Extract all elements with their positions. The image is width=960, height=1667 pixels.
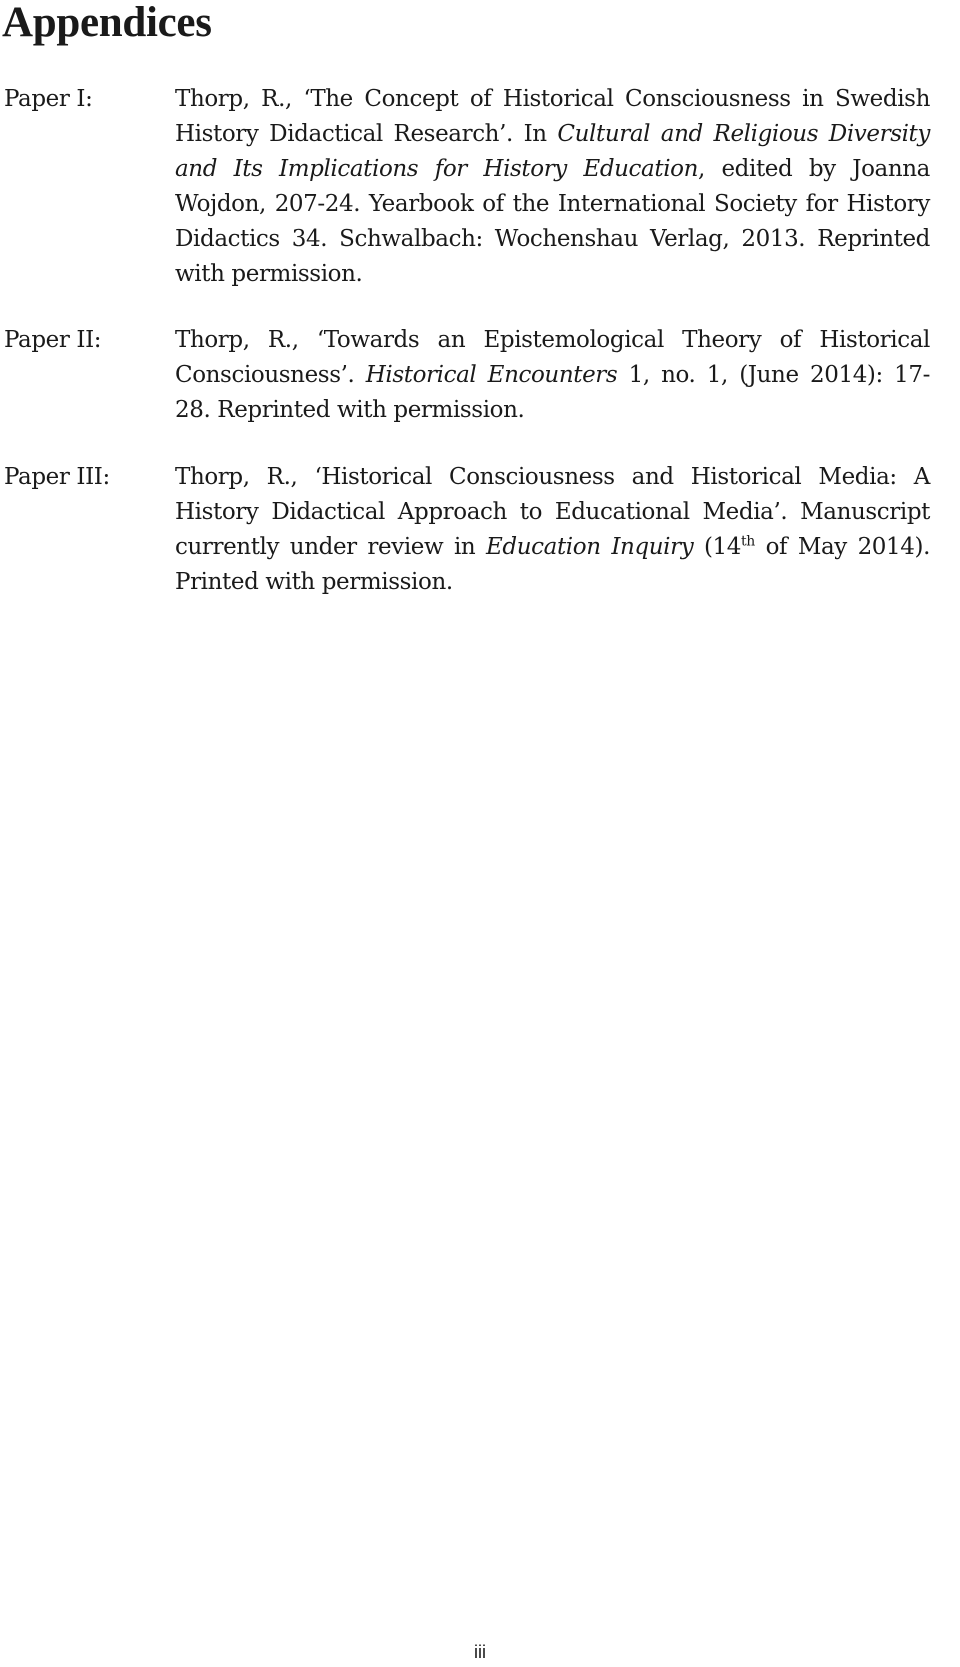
citation-journal: Education Inquiry xyxy=(486,534,694,560)
citation-date-superscript: th xyxy=(741,533,755,550)
citation-author-title: Thorp, R., ‘Towards an Epistemological Theory of Historical Consciousness’. xyxy=(175,327,930,388)
citation-author-title: Thorp, R., ‘The Concept of Historical Consciousness in Swedish History Didactical Research’. In xyxy=(175,86,930,147)
entry-citation xyxy=(175,82,930,292)
page-number: iii xyxy=(474,1642,486,1662)
entry-label: Paper III: xyxy=(4,464,110,490)
citation-book-title: Cultural and Religious Diversity and Its Implications for History Education xyxy=(175,121,930,182)
citation-details: , edited by Joanna Wojdon, 207-24. Yearbook of the International Society for History Didactics 34. Schwalbach: Wochenshau Verlag, 2013. Reprinted with permission. xyxy=(175,156,930,287)
citation-journal: Historical Encounters xyxy=(365,362,618,388)
citation-date-prefix: (14 xyxy=(693,534,742,560)
citation-details: of May 2014). Printed with permission. xyxy=(175,534,930,595)
entry-citation xyxy=(175,460,930,600)
page-title: Appendices xyxy=(2,0,212,46)
entry-label: Paper II: xyxy=(4,327,102,353)
citation-author-title: Thorp, R., ‘Historical Consciousness and Historical Media: A History Didactical Approach to Educational Media’. Manuscript currently under review in xyxy=(175,464,930,560)
citation-details: 1, no. 1, (June 2014): 17-28. Reprinted with permission. xyxy=(175,362,931,423)
entry-label: Paper I: xyxy=(4,86,93,112)
entry-citation xyxy=(175,323,930,428)
